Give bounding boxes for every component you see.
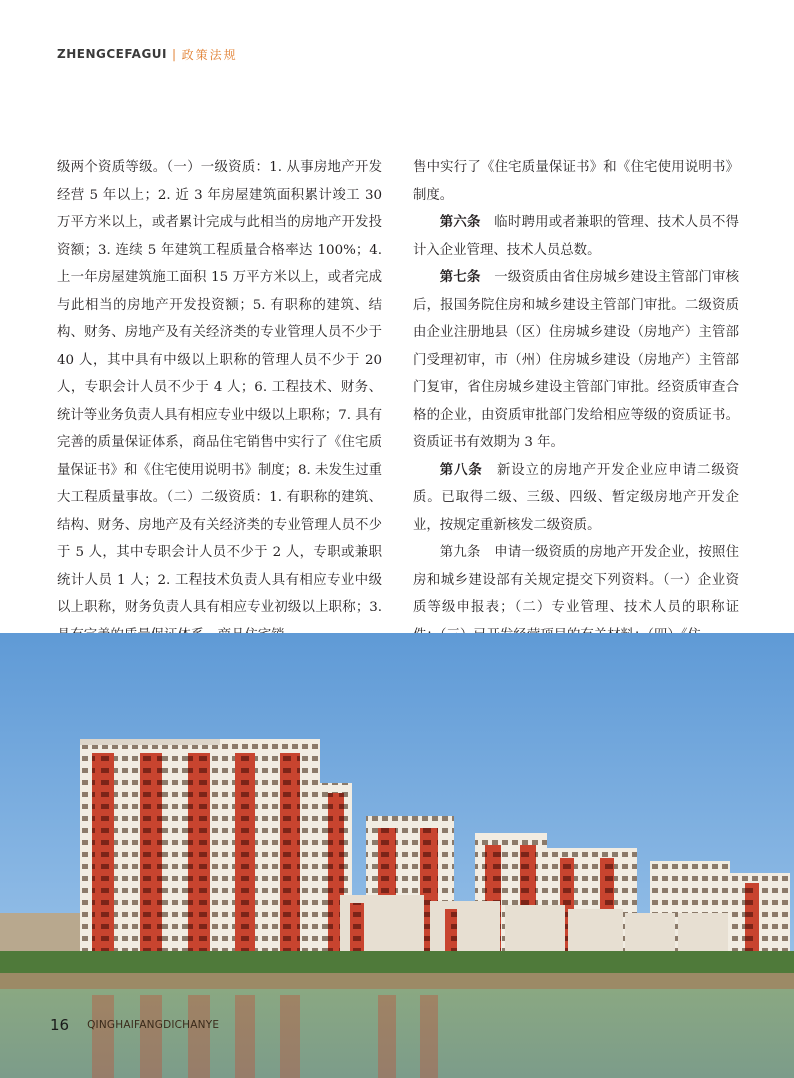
article-6 (413, 209, 739, 264)
left-paragraph: 级两个资质等级。（一）一级资质：1. 从事房地产开发经营 5 年以上；2. 近 3 年房屋建筑面积累计竣工 30 万平方米以上，或者累计完成与此相当的房地产开发投资额；3. 连续 5 年建筑工程质量合格率达 100%；4. 上一年房屋建筑施工面积 15 万平方米以上，或者完成与此相当的房地产开发投资额；5. 有职称的建筑、结构、财务、房地产及有关经济类的专业管理人员不少于 40 人，其中具有中级以上职称的管理人员不少于 20 人，专职会计人员不少于 4 人；6. 工程技术、财务、统计等业务负责人具有相应专业中级以上职称；7. 具有完善的质量保证体系，商品住宅销售中实行了《住宅质量保证书》和《住宅使用说明书》制度；8. 未发生过重大工程质量事故。（二）二级资质：1. 有职称的建筑、结构、财务、房地产及有关经济类的专业管理人员不少于 5 人，其中专职会计人员不少于 2 人，专职或兼职统计人员 1 人；2. 工程技术负责人具有相应专业中级以上职称，财务负责人具有相应专业初级以上职称；3. (57, 160, 383, 615)
section-title-en: ZHENGCEFAGUI (57, 47, 168, 61)
publication-name: QINGHAIFANGDICHANYE (87, 1019, 220, 1031)
article-7 (413, 264, 739, 457)
article-6-text: 临时聘用或者兼职的管理、技术人员不得计入企业管理、技术人员总数。 (413, 215, 740, 258)
cityscape-photo (0, 633, 794, 1078)
running-header (57, 45, 238, 63)
header-separator: | (172, 47, 177, 61)
page-number: 16 (50, 1016, 70, 1034)
article-9: 第九条 申请一级资质的房地产开发企业，按照住房和城乡建设部有关规定提交下列资料。（一）企业资质等级申报表；（二）专业管理、技术人员的职称证 (413, 545, 739, 615)
article-7-label: 第七条 (439, 269, 481, 285)
article-7-text: 一级资质由省住房城乡建设主管部门审核后，报国务院住房和城乡建设主管部门审批。二级资质由企业注册地县（区）住房城乡建设（房地产）主管部门受理初审，市（州）住房城乡建设（房地产）主管部门复审，省住房城乡建设主管部门审批。经资质审查合格的企业，由资质审批部门发给相应等级的资质证书。资质证书有效期为 3 年。 (413, 270, 740, 450)
article-8 (413, 457, 739, 540)
right-paragraph-continuation: 售中实行了《住宅质量保证书》和《住宅使用说明书》制度。 (413, 160, 739, 203)
section-title-cn: 政策法规 (181, 47, 238, 62)
left-column (57, 154, 382, 649)
tower-1 (80, 739, 220, 963)
article-6-label: 第六条 (439, 214, 481, 230)
right-column (413, 154, 739, 649)
article-8-text: 新设立的房地产开发企业应申请二级资质。已取得二级、三级、四级、暂定级房地产开发企业，按规定重新核发二级资质。 (413, 462, 740, 533)
page-footer (50, 1015, 219, 1035)
article-8-label: 第八条 (439, 461, 483, 478)
